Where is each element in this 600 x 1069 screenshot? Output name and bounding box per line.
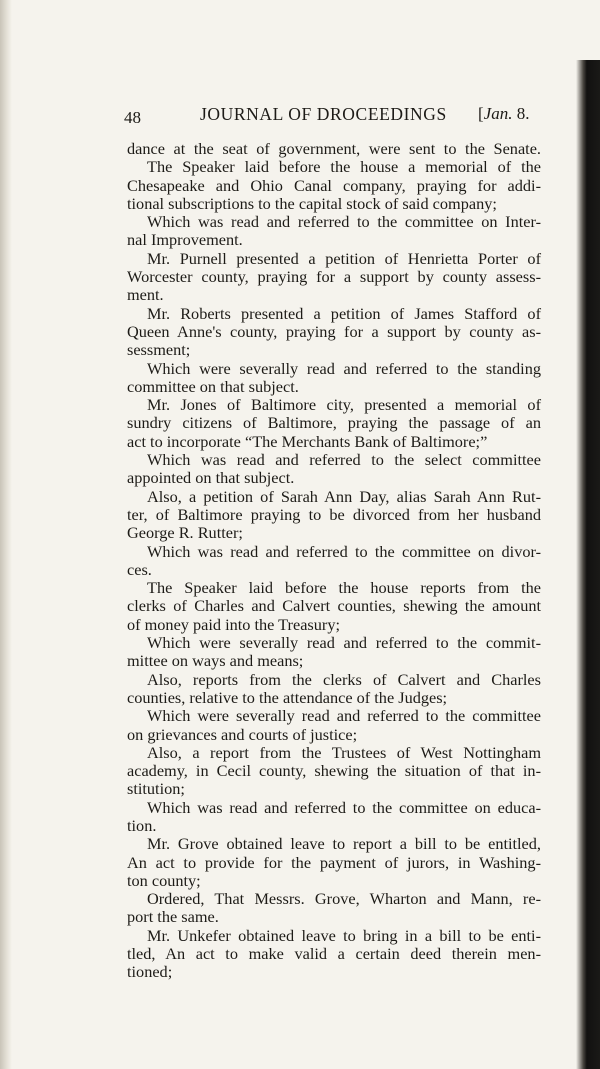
text-line: Which were severally read and referred to the standing: [147, 358, 541, 378]
text-line: The Speaker laid before the house reports from the: [147, 578, 541, 598]
text-line: Which were severally read and referred to the committee: [147, 706, 541, 726]
text-line: of money paid into the Treasury;: [127, 614, 340, 634]
left-page-edge: [0, 0, 12, 1069]
date-day: 8.: [516, 104, 530, 123]
date-month: Jan.: [483, 104, 513, 123]
journal-text: [127, 140, 541, 982]
text-line: stitution;: [127, 779, 185, 799]
text-line: Mr. Roberts presented a petition of James Stafford of: [147, 303, 541, 323]
text-line: Chesapeake and Ohio Canal company, praying for addi-: [127, 175, 541, 195]
running-title: JOURNAL OF DROCEEDINGS: [200, 104, 447, 124]
text-line: Worcester county, praying for a support by county assess-: [127, 267, 541, 287]
text-line: Which was read and referred to the committee on educa-: [147, 797, 541, 817]
text-line: The Speaker laid before the house a memorial of the: [147, 157, 541, 177]
text-line: George R. Rutter;: [127, 523, 243, 543]
text-line: ces.: [127, 559, 152, 579]
text-line: tion.: [127, 815, 157, 835]
text-line: Mr. Grove obtained leave to report a bill to be entitled,: [147, 834, 541, 854]
text-line: act to incorporate “The Merchants Bank of Baltimore;”: [127, 431, 488, 451]
text-line: Also, a petition of Sarah Ann Day, alias Sarah Ann Rut-: [147, 486, 541, 506]
text-line: tioned;: [127, 962, 173, 982]
text-line: Mr. Unkefer obtained leave to bring in a bill to be enti-: [147, 925, 541, 945]
text-line: tled, An act to make valid a certain deed therein men-: [127, 944, 541, 964]
text-line: appointed on that subject.: [127, 468, 295, 488]
text-line: clerks of Charles and Calvert counties, shewing the amount: [127, 596, 541, 616]
page-number: 48: [124, 108, 141, 127]
text-line: on grievances and courts of justice;: [127, 724, 358, 744]
text-line: Mr. Jones of Baltimore city, presented a memorial of: [147, 395, 541, 415]
text-line: Mr. Purnell presented a petition of Henrietta Porter of: [147, 248, 541, 268]
text-line: mittee on ways and means;: [127, 651, 304, 671]
text-line: academy, in Cecil county, shewing the situation of that in-: [127, 761, 541, 781]
text-line: Ordered, That Messrs. Grove, Wharton and Mann, re-: [147, 889, 541, 909]
right-binding-shadow: [576, 60, 600, 1069]
text-line: Which was read and referred to the committee on Inter-: [147, 212, 541, 232]
text-line: tional subscriptions to the capital stock of said company;: [127, 193, 497, 213]
text-line: Also, a report from the Trustees of West Nottingham: [147, 742, 541, 762]
text-line: sundry citizens of Baltimore, praying the passage of an: [127, 413, 541, 433]
date-bracket: [: [478, 104, 484, 123]
text-line: An act to provide for the payment of jurors, in Washing-: [127, 852, 541, 872]
header-date: [478, 104, 529, 124]
text-line: ton county;: [127, 870, 201, 890]
text-line: Which was read and referred to the select committee: [147, 450, 541, 470]
text-line: Which was read and referred to the committee on divor-: [147, 541, 541, 561]
page-header: [124, 104, 544, 132]
text-line: ment.: [127, 285, 164, 305]
text-line: Which were severally read and referred to the commit-: [147, 633, 541, 653]
text-line: committee on that subject.: [127, 376, 299, 396]
text-line: port the same.: [127, 907, 219, 927]
text-line: dance at the seat of government, were sent to the Senate.: [127, 139, 541, 158]
text-line: nal Improvement.: [127, 230, 243, 250]
text-line: Also, reports from the clerks of Calvert and Charles: [147, 669, 541, 689]
text-line: sessment;: [127, 340, 191, 360]
text-line: Queen Anne's county, praying for a support by county as-: [127, 321, 541, 341]
text-line: ter, of Baltimore praying to be divorced from her husband: [127, 504, 541, 524]
text-line: counties, relative to the attendance of the Judges;: [127, 687, 448, 707]
